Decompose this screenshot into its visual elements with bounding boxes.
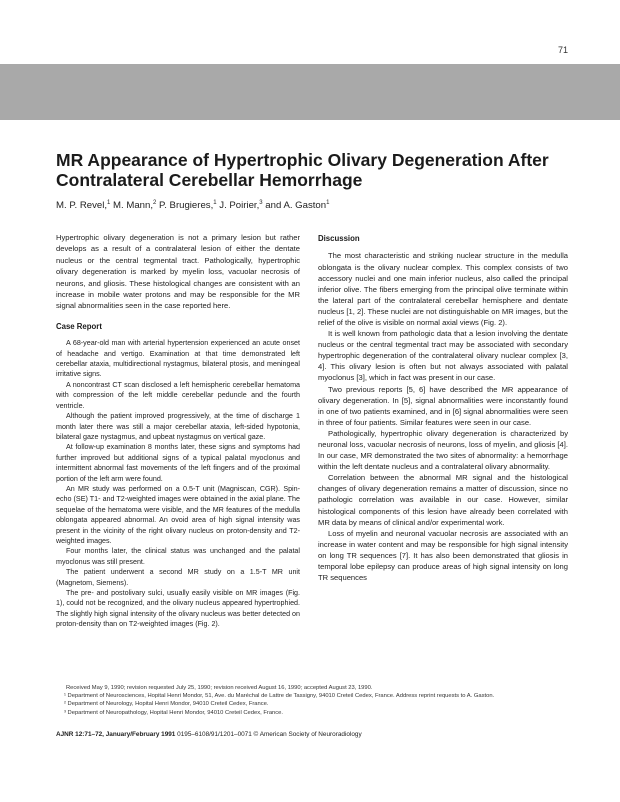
case-paragraph: An MR study was performed on a 0.5-T unit (Magniscan, CGR). Spin-echo (SE) T1- and T2-weighted images were obtained in the axial plane. The sequelae of the hematoma were visible, and the MR features of the medulla oblongata appeared abnormal. An ovoid area of high signal intensity was present in the vicinity of the right olivary nucleus on proton-density and T2-weighted images.: [56, 484, 300, 545]
discussion-paragraph: It is well known from pathologic data that a lesion involving the dentate nucleus or the central tegmental tract may be associated with secondary hypertrophic degeneration of the contralateral olivary nuclear complex [3, 4]. This olivary lesion is often but not always associated with palatal myoclonus [3], which in fact was present in our case.: [318, 329, 568, 383]
author: P. Brugieres,: [159, 200, 214, 212]
author-affiliation-mark: 1: [326, 200, 330, 206]
author-list: [56, 200, 576, 211]
page-number: 71: [557, 45, 568, 55]
discussion-paragraph: Loss of myelin and neuronal vacuolar necrosis are associated with an increase in water content and may be responsible for high signal intensity on long TR sequences [7]. It has also been demonstrated that gliosis in temporal lobe epilepsy can produce areas of high signal intensity on long TR sequences: [318, 528, 568, 583]
case-paragraph: At follow-up examination 8 months later, these signs and symptoms had further improved but additional signs of a typical palatal myoclonus and intermittent abnormal fast movements of the left fingers and of the proximal portion of the left arm were found.: [56, 443, 300, 483]
header-band: [0, 64, 620, 120]
journal-reference: AJNR 12:71–72, January/February 1991: [56, 731, 176, 738]
discussion-paragraph: Correlation between the abnormal MR signal and the histological changes of olivary degeneration remains a matter of discussion, since no pathologic correlation was available in our case. However, similar histological components of this lesion have already been correlated with MR data by means of clinical and/or experimental work.: [318, 473, 568, 527]
discussion-paragraph: The most characteristic and striking nuclear structure in the medulla oblongata is the olivary nuclear complex. This complex consists of two accessory nuclei and one main inferior nucleus, also called the principal inferior olive. The fibers emerging from the principal olive terminate within the lateral part of the contralateral cerebellar hemisphere and dentate nucleus [1, 2]. These nuclei are not distinguishable on MR images, but the relief of the olive is visible on normal axial views (Fig. 2).: [318, 251, 568, 327]
footnotes: [56, 684, 576, 717]
discussion-heading: Discussion: [318, 234, 360, 243]
author-affiliation-mark: 3: [259, 200, 263, 206]
received-dates: Received May 9, 1990; revision requested July 25, 1990; revision received August 16, 1990; accepted August 23, 1990.: [66, 685, 373, 691]
right-column: [318, 232, 568, 583]
case-report-heading: Case Report: [56, 321, 102, 331]
journal-citation: [56, 731, 576, 738]
case-paragraph: A 68-year-old man with arterial hypertension experienced an acute onset of headache and vertigo. Examination at that time demonstrated left cerebellar ataxia, multidirectional nystagmus, bilateral ptosis, and meningeal irritative signs.: [56, 339, 300, 379]
author: M. Mann,: [113, 200, 154, 212]
article-title: MR Appearance of Hypertrophic Olivary Degeneration After Contralateral Cerebellar Hemorrhage: [56, 150, 549, 190]
footnote: ² Department of Neurology, Hopital Henri Mondor, 94010 Creteil Cedex, France.: [64, 701, 269, 708]
journal-issn-copyright: 0195–6108/91/1201–0071 © American Society of Neuroradiology: [175, 731, 362, 738]
discussion-paragraph: Two previous reports [5, 6] have described the MR appearance of olivary degeneration. In [5], signal abnormalities were inconstantly found in one of two patients examined, and in [6] signal abnormalities were seen in three of four patients. Similar features were seen in our case.: [318, 384, 568, 427]
case-paragraph: A noncontrast CT scan disclosed a left hemispheric cerebellar hematoma with compression of the left middle cerebellar peduncle and the fourth ventricle.: [56, 380, 300, 410]
author-affiliation-mark: 1: [107, 200, 111, 206]
author: J. Poirier,: [219, 200, 260, 212]
case-paragraph: Four months later, the clinical status was unchanged and the palatal myoclonus was still present.: [56, 547, 300, 566]
abstract: Hypertrophic olivary degeneration is not a primary lesion but rather develops as a result of a contralateral lesion of either the dentate nucleus or the central tegmental tract. Pathologically, hypertrophic olivary degeneration is marked by myelin loss, vacuolar necrosis of neurons, and gliosis. These histological changes are consistent with an increase in mobile water protons and may be responsible for the MR signal abnormalities seen in the case reported here.: [56, 233, 300, 311]
author: M. P. Revel,: [56, 200, 108, 212]
footnote: ³ Department of Neuropathology, Hopital Henri Mondor, 94010 Creteil Cedex, France.: [64, 709, 283, 716]
case-paragraph: The patient underwent a second MR study on a 1.5-T MR unit (Magnetom, Siemens).: [56, 568, 300, 587]
discussion-paragraph: Pathologically, hypertrophic olivary degeneration is characterized by neuronal loss, vacuolar necrosis of neurons, loss of myelin, and gliosis [4]. In our case, MR demonstrated the two sites of abnormality: a hemorrhage within the left dentate nucleus and a contralateral olivary abnormality.: [318, 428, 568, 472]
case-paragraph: Although the patient improved progressively, at the time of discharge 1 month later there was still a major cerebellar ataxia, left-sided hypotonia, bilateral gaze nystagmus, and upbeat nystagmus on vertical gaze.: [56, 412, 300, 441]
author-affiliation-mark: 2: [153, 200, 157, 206]
left-column: [56, 232, 300, 630]
case-paragraph: The pre- and postolivary sulci, usually easily visible on MR images (Fig. 1), could not be recognized, and the olivary nucleus appeared hypertrophied. The slightly high signal intensity of the olivary nucleus was better detected on proton-density than on T2-weighted images (Fig. 2).: [56, 589, 300, 629]
author-affiliation-mark: 1: [213, 200, 217, 206]
author: and A. Gaston: [265, 200, 327, 212]
footnote: ¹ Department of Neurosciences, Hopital Henri Mondor, 51, Ave. du Maréchal de Lattre de Tassigny, 94010 Creteil Cedex, France. Address reprint requests to A. Gaston.: [64, 693, 495, 700]
